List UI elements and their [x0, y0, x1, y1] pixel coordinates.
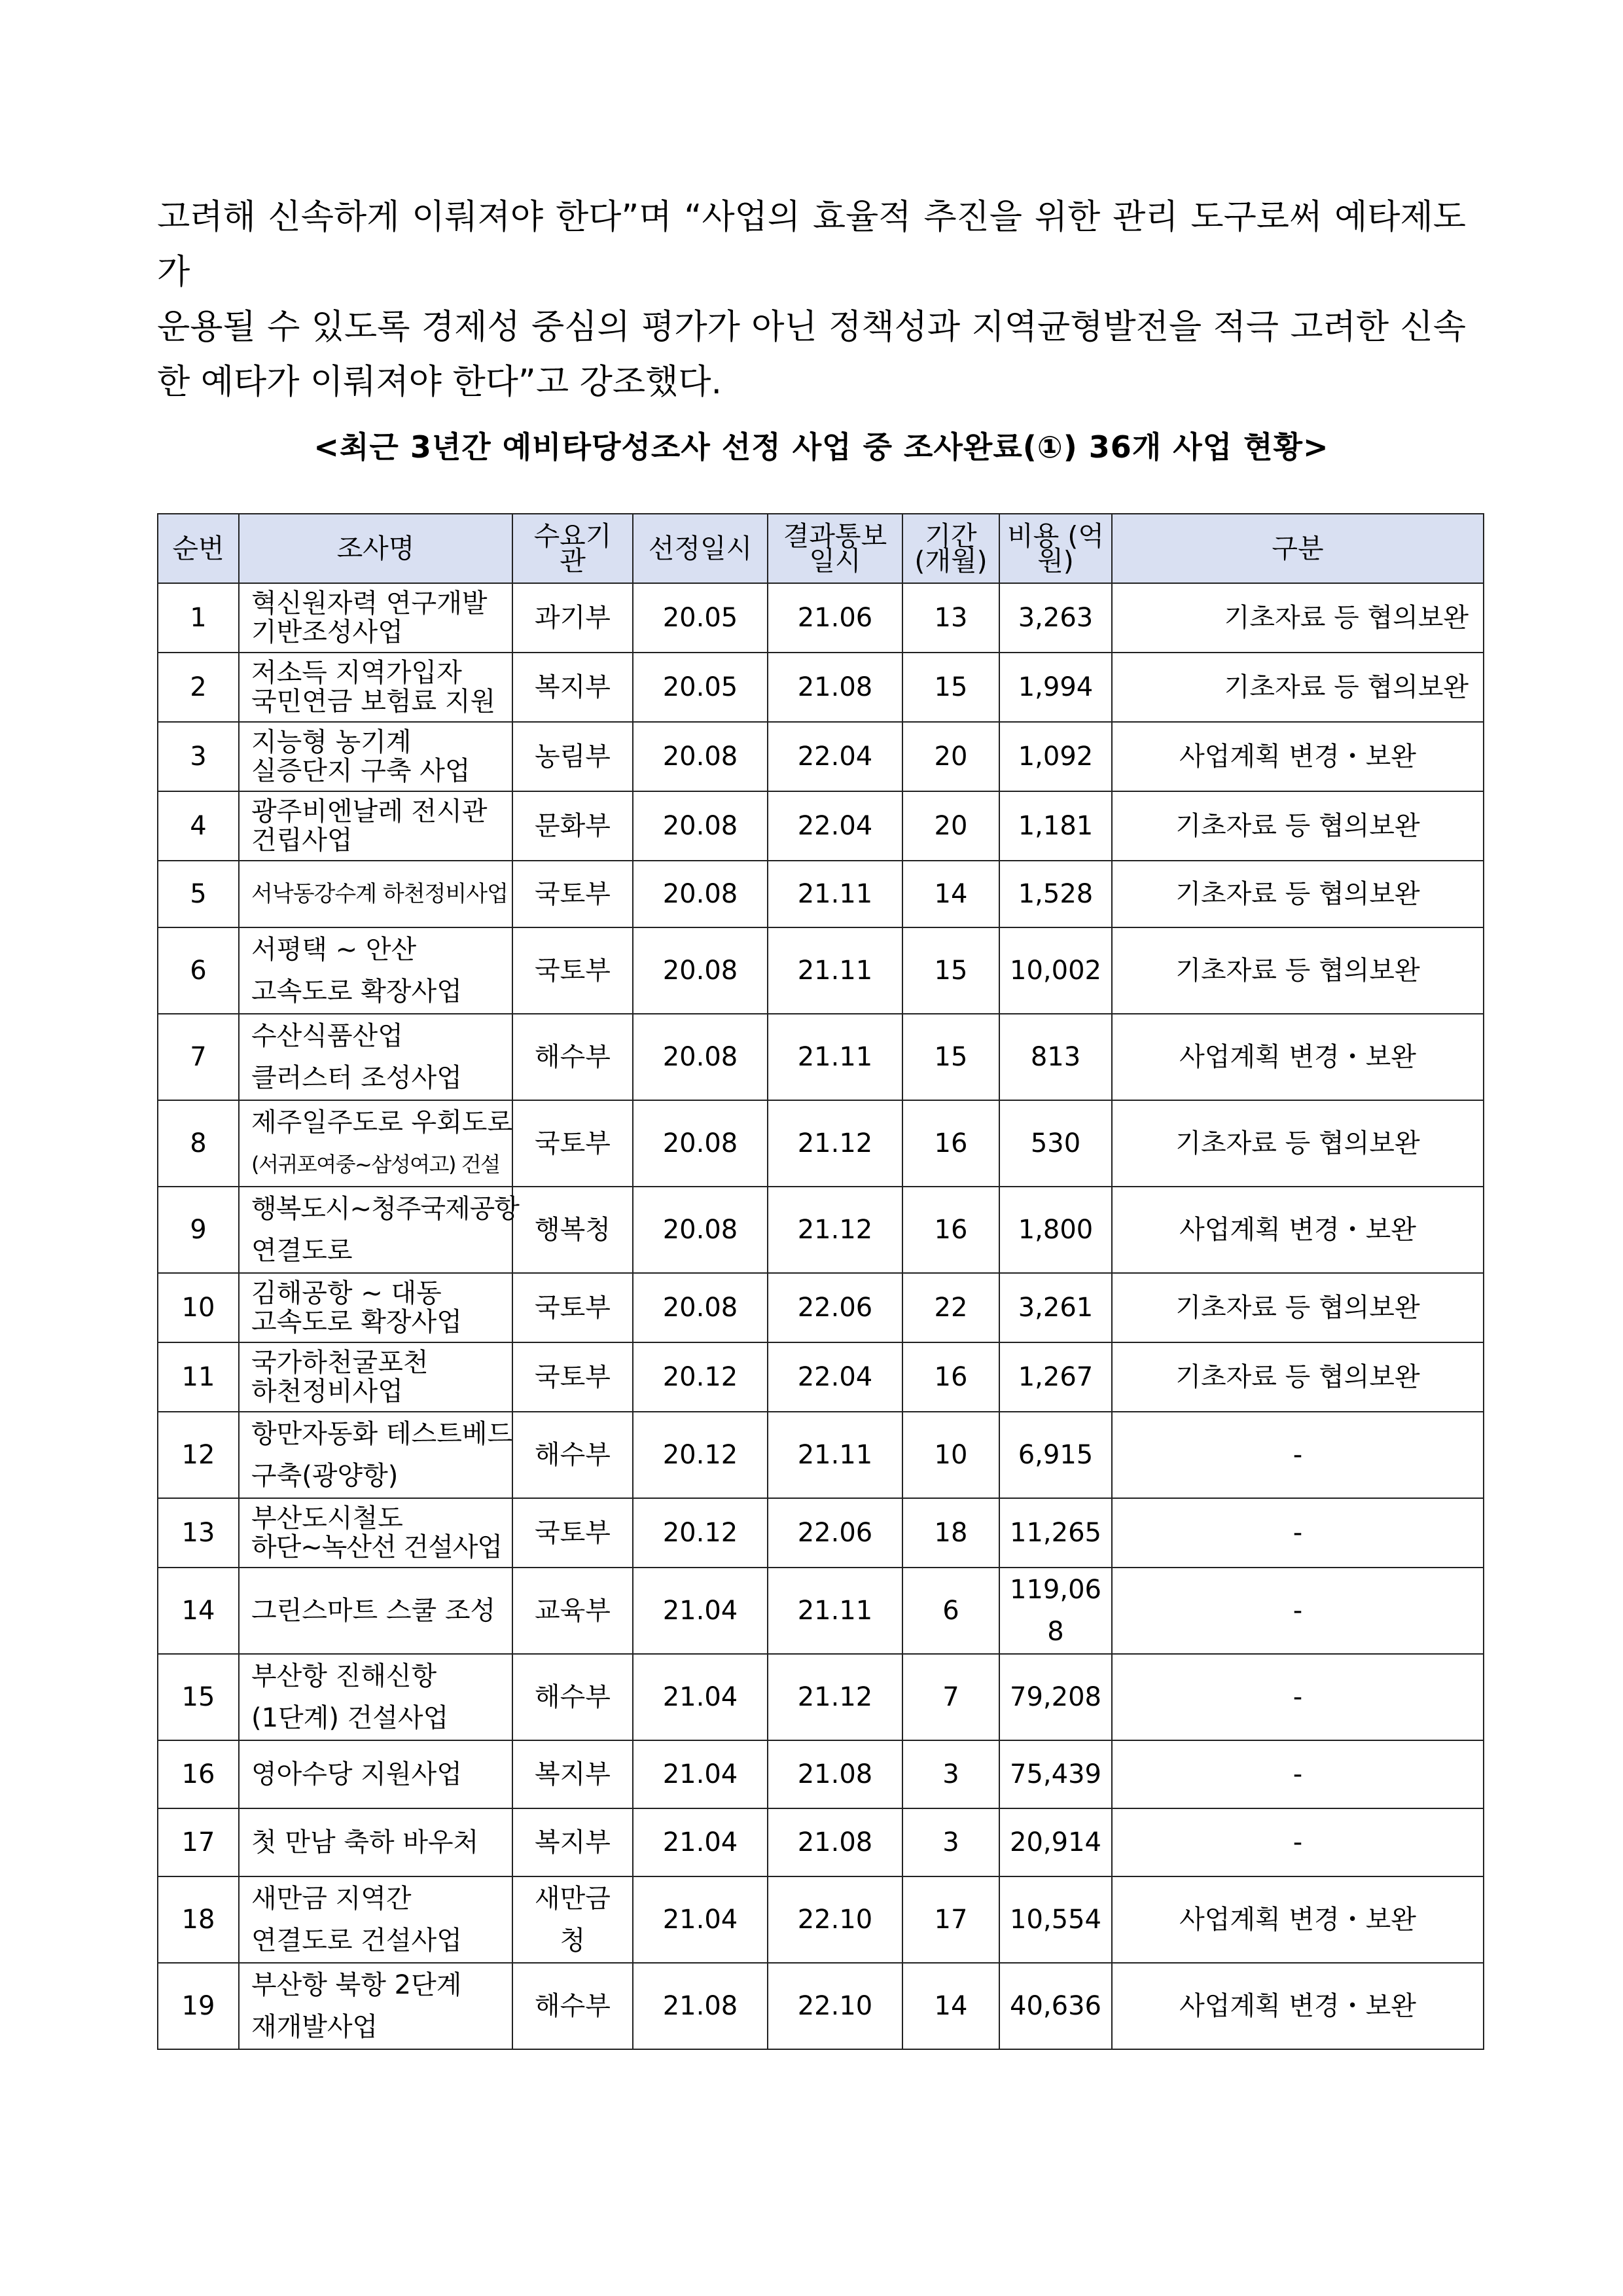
- header-agency-line: 수요기: [533, 520, 612, 552]
- cell-name-line: 건립사업: [251, 825, 353, 855]
- cell-agency: 국토부: [512, 1498, 633, 1568]
- header-category: 구분: [1112, 514, 1484, 583]
- cell-no: 19: [158, 1963, 239, 2049]
- cell-cost: 1,528: [999, 861, 1112, 927]
- cell-cost: 6,915: [999, 1412, 1112, 1498]
- cell-category: 사업계획 변경・보완: [1112, 1963, 1484, 2049]
- table-row: [158, 1014, 1484, 1100]
- cell-name-line: 행복도시~청주국제공항: [251, 1194, 519, 1224]
- cell-category: 사업계획 변경・보완: [1112, 1876, 1484, 1963]
- cell-name: [239, 1342, 512, 1412]
- cell-selected: 20.05: [633, 583, 768, 653]
- cell-category: -: [1112, 1654, 1484, 1740]
- cell-name: [239, 927, 512, 1014]
- cell-period: 3: [902, 1808, 999, 1876]
- header-agency-line: 관: [560, 545, 586, 577]
- cell-result: 22.10: [768, 1963, 902, 2049]
- table-row: [158, 1100, 1484, 1187]
- cell-name-line: 국가하천굴포천: [251, 1348, 429, 1378]
- cell-result: 21.12: [768, 1654, 902, 1740]
- cell-cost: [999, 1568, 1112, 1654]
- cell-name: [239, 1654, 512, 1740]
- table-row: [158, 1740, 1484, 1808]
- cell-name: [239, 722, 512, 791]
- cell-cost: 813: [999, 1014, 1112, 1100]
- cell-agency: 행복청: [512, 1187, 633, 1273]
- header-period: [902, 514, 999, 583]
- cell-name-line: 그린스마트 스쿨 조성: [251, 1596, 496, 1626]
- table-row: [158, 1342, 1484, 1412]
- cell-cost: 20,914: [999, 1808, 1112, 1876]
- table-row: [158, 1654, 1484, 1740]
- cell-name: [239, 1100, 512, 1187]
- cell-selected: 20.08: [633, 722, 768, 791]
- cell-period: 13: [902, 583, 999, 653]
- cell-category: 사업계획 변경・보완: [1112, 1014, 1484, 1100]
- table-row: [158, 1876, 1484, 1963]
- cell-name-line: 부산항 진해신항: [251, 1661, 437, 1691]
- cell-result: 21.11: [768, 1014, 902, 1100]
- cell-period: 16: [902, 1342, 999, 1412]
- cell-agency: 복지부: [512, 1740, 633, 1808]
- cell-no: 3: [158, 722, 239, 791]
- cell-name-line: 실증단지 구축 사업: [251, 756, 471, 786]
- header-result-line: 일시: [809, 545, 861, 577]
- cell-name: [239, 1876, 512, 1963]
- cell-selected: 21.04: [633, 1568, 768, 1654]
- cell-name-line: 서평택 ~ 안산: [251, 935, 417, 965]
- header-no: 순번: [158, 514, 239, 583]
- cell-no: 11: [158, 1342, 239, 1412]
- cell-cost: 11,265: [999, 1498, 1112, 1568]
- cell-category: 기초자료 등 협의보완: [1112, 861, 1484, 927]
- cell-result: 22.04: [768, 1342, 902, 1412]
- cell-result: 21.11: [768, 1568, 902, 1654]
- cell-name-line: 저소득 지역가입자: [251, 658, 462, 688]
- cell-name-line: 국민연금 보험료 지원: [251, 687, 496, 717]
- cell-period: 15: [902, 927, 999, 1014]
- cell-selected: 20.08: [633, 1187, 768, 1273]
- cell-name-line: 광주비엔날레 전시관: [251, 797, 488, 827]
- cell-cost: 3,261: [999, 1273, 1112, 1342]
- cell-no: 2: [158, 653, 239, 722]
- cell-name: [239, 1740, 512, 1808]
- cell-agency-line: 청: [560, 1926, 586, 1956]
- cell-name-line: 항만자동화 테스트베드: [251, 1419, 513, 1449]
- cell-period: 7: [902, 1654, 999, 1740]
- cell-result: 21.08: [768, 1808, 902, 1876]
- cell-agency: 해수부: [512, 1963, 633, 2049]
- table-row: [158, 861, 1484, 927]
- cell-selected: 20.08: [633, 791, 768, 861]
- cell-no: 14: [158, 1568, 239, 1654]
- header-agency: [512, 514, 633, 583]
- cell-name-line: 연결도로 건설사업: [251, 1926, 462, 1956]
- cell-category: 기초자료 등 협의보완: [1112, 791, 1484, 861]
- table-caption: <최근 3년간 예비타당성조사 선정 사업 중 조사완료(①) 36개 사업 현황>: [313, 429, 1329, 465]
- cell-name-line: 기반조성사업: [251, 617, 403, 647]
- cell-period: 22: [902, 1273, 999, 1342]
- cell-agency-line: 새만금: [535, 1884, 611, 1914]
- cell-category: -: [1112, 1740, 1484, 1808]
- cell-name-line: 새만금 지역간: [251, 1884, 412, 1914]
- cell-cost: 530: [999, 1100, 1112, 1187]
- cell-category: -: [1112, 1498, 1484, 1568]
- cell-result: 21.11: [768, 861, 902, 927]
- cell-name: [239, 1187, 519, 1273]
- cell-name: [239, 1963, 512, 2049]
- cell-cost: 10,554: [999, 1876, 1112, 1963]
- cell-period: 6: [902, 1568, 999, 1654]
- cell-result: 21.06: [768, 583, 902, 653]
- cell-category: 사업계획 변경・보완: [1112, 1187, 1484, 1273]
- table-row: [158, 583, 1484, 653]
- cell-period: 16: [902, 1100, 999, 1187]
- cell-name-line: 혁신원자력 연구개발: [251, 588, 488, 619]
- cell-period: 14: [902, 1963, 999, 2049]
- cell-agency: 해수부: [512, 1014, 633, 1100]
- cell-cost-line: 119,06: [1010, 1575, 1101, 1605]
- cell-result: 22.04: [768, 722, 902, 791]
- body-paragraph: [157, 190, 1466, 410]
- cell-period: 18: [902, 1498, 999, 1568]
- cell-period: 14: [902, 861, 999, 927]
- cell-name-line: (서귀포여중~삼성여고) 건설: [251, 1152, 500, 1177]
- cell-category: 기초자료 등 협의보완: [1112, 927, 1484, 1014]
- cell-name: [239, 861, 512, 927]
- cell-selected: 20.12: [633, 1342, 768, 1412]
- table-row: [158, 1187, 1484, 1273]
- cell-selected: 20.12: [633, 1412, 768, 1498]
- cell-cost: 1,800: [999, 1187, 1112, 1273]
- table-row: [158, 791, 1484, 861]
- cell-name: [239, 1273, 512, 1342]
- cell-no: 12: [158, 1412, 239, 1498]
- header-cost-line: 비용: [1007, 520, 1060, 552]
- cell-selected: 21.04: [633, 1654, 768, 1740]
- cell-name-line: 재개발사업: [251, 2012, 378, 2042]
- cell-category: 기초자료 등 협의보완: [1112, 1273, 1484, 1342]
- cell-cost: 3,263: [999, 583, 1112, 653]
- cell-period: 15: [902, 1014, 999, 1100]
- cell-no: 4: [158, 791, 239, 861]
- cell-name-line: 제주일주도로 우회도로: [251, 1107, 513, 1138]
- cell-period: 15: [902, 653, 999, 722]
- table-row: [158, 1273, 1484, 1342]
- header-period-line: 기간: [925, 520, 977, 552]
- cell-result: 22.10: [768, 1876, 902, 1963]
- cell-period: 20: [902, 722, 999, 791]
- cell-agency: 국토부: [512, 927, 633, 1014]
- cell-name-line: 첫 만남 축하 바우처: [251, 1827, 479, 1857]
- cell-name: [239, 583, 512, 653]
- cell-period: 3: [902, 1740, 999, 1808]
- cell-name-line: 서낙동강수계 하천정비사업: [251, 881, 508, 907]
- cell-agency: 해수부: [512, 1412, 633, 1498]
- cell-selected: 20.08: [633, 1014, 768, 1100]
- cell-agency: 교육부: [512, 1568, 633, 1654]
- cell-period: 16: [902, 1187, 999, 1273]
- paragraph-line: 고려해 신속하게 이뤄져야 한다”며 “사업의 효율적 추진을 위한 관리 도구로써 예타제도가: [157, 198, 1466, 292]
- cell-name-line: 지능형 농기계: [251, 727, 412, 757]
- cell-agency: 해수부: [512, 1654, 633, 1740]
- cell-selected: 21.08: [633, 1963, 768, 2049]
- cell-name: [239, 1808, 512, 1876]
- paragraph-line: 한 예타가 이뤄져야 한다”고 강조했다.: [157, 363, 722, 402]
- cell-name-line: 연결도로: [251, 1236, 353, 1266]
- cell-name-line: (1단계) 건설사업: [251, 1703, 449, 1733]
- cell-name-line: 김해공항 ~ 대동: [251, 1278, 442, 1308]
- header-result-line: 결과통보: [783, 520, 887, 552]
- cell-category: 사업계획 변경・보완: [1112, 722, 1484, 791]
- header-cost: [999, 514, 1112, 583]
- cell-selected: 20.08: [633, 927, 768, 1014]
- table-row: [158, 927, 1484, 1014]
- cell-cost: 40,636: [999, 1963, 1112, 2049]
- cell-agency: [512, 1876, 633, 1963]
- cell-no: 7: [158, 1014, 239, 1100]
- cell-period: 17: [902, 1876, 999, 1963]
- header-name: 조사명: [239, 514, 512, 583]
- header-cost-line: (억원): [1037, 520, 1104, 577]
- cell-category: -: [1112, 1808, 1484, 1876]
- cell-name: [239, 653, 512, 722]
- cell-result: 21.11: [768, 927, 902, 1014]
- cell-name-line: 고속도로 확장사업: [251, 977, 462, 1007]
- cell-selected: 20.08: [633, 1100, 768, 1187]
- cell-name: [239, 1412, 512, 1498]
- cell-name: [239, 1498, 512, 1568]
- cell-no: 13: [158, 1498, 239, 1568]
- cell-agency: 복지부: [512, 653, 633, 722]
- cell-name-line: 클러스터 조성사업: [251, 1063, 462, 1093]
- cell-name: [239, 1568, 512, 1654]
- cell-cost: 79,208: [999, 1654, 1112, 1740]
- cell-no: 17: [158, 1808, 239, 1876]
- cell-name-line: 영아수당 지원사업: [251, 1759, 462, 1789]
- header-period-line: (개월): [914, 545, 988, 577]
- cell-agency: 문화부: [512, 791, 633, 861]
- header-result: [768, 514, 902, 583]
- cell-category: -: [1112, 1412, 1484, 1498]
- table-row: [158, 1808, 1484, 1876]
- cell-result: 21.12: [768, 1100, 902, 1187]
- cell-period: 20: [902, 791, 999, 861]
- cell-selected: 21.04: [633, 1740, 768, 1808]
- cell-result: 21.12: [768, 1187, 902, 1273]
- cell-no: 15: [158, 1654, 239, 1740]
- cell-agency: 농림부: [512, 722, 633, 791]
- cell-category: 기초자료 등 협의보완: [1112, 1342, 1484, 1412]
- cell-agency: 국토부: [512, 1342, 633, 1412]
- cell-name-line: 하단~녹산선 건설사업: [251, 1532, 502, 1562]
- cell-category: 기초자료 등 협의보완: [1112, 1100, 1484, 1187]
- cell-cost: 1,092: [999, 722, 1112, 791]
- cell-result: 22.04: [768, 791, 902, 861]
- cell-name: [239, 791, 512, 861]
- table-row: [158, 1963, 1484, 2049]
- table-row: [158, 653, 1484, 722]
- cell-result: 22.06: [768, 1498, 902, 1568]
- cell-category: 기초자료 등 협의보완: [1112, 653, 1484, 722]
- cell-cost: 75,439: [999, 1740, 1112, 1808]
- cell-cost: 1,267: [999, 1342, 1112, 1412]
- cell-selected: 20.08: [633, 1273, 768, 1342]
- header-selected: 선정일시: [633, 514, 768, 583]
- table-row: [158, 722, 1484, 791]
- cell-agency: 국토부: [512, 1273, 633, 1342]
- table-row: [158, 1412, 1484, 1498]
- cell-cost: 1,994: [999, 653, 1112, 722]
- cell-name-line: 구축(광양항): [251, 1461, 399, 1491]
- cell-name-line: 부산도시철도: [251, 1503, 403, 1534]
- cell-agency: 과기부: [512, 583, 633, 653]
- cell-no: 16: [158, 1740, 239, 1808]
- table-row: [158, 1568, 1484, 1654]
- cell-cost: 1,181: [999, 791, 1112, 861]
- cell-name-line: 하천정비사업: [251, 1376, 403, 1407]
- table-header-row: [158, 514, 1484, 583]
- cell-selected: 21.04: [633, 1876, 768, 1963]
- cell-agency: 국토부: [512, 1100, 633, 1187]
- cell-no: 6: [158, 927, 239, 1014]
- cell-selected: 20.05: [633, 653, 768, 722]
- cell-no: 5: [158, 861, 239, 927]
- cell-name: [239, 1014, 512, 1100]
- cell-name-line: 수산식품산업: [251, 1021, 403, 1051]
- cell-no: 1: [158, 583, 239, 653]
- cell-result: 21.08: [768, 653, 902, 722]
- cell-result: 21.08: [768, 1740, 902, 1808]
- cell-agency: 국토부: [512, 861, 633, 927]
- cell-selected: 20.12: [633, 1498, 768, 1568]
- cell-result: 21.11: [768, 1412, 902, 1498]
- cell-no: 8: [158, 1100, 239, 1187]
- cell-selected: 21.04: [633, 1808, 768, 1876]
- project-status-table: [157, 513, 1484, 2050]
- cell-agency: 복지부: [512, 1808, 633, 1876]
- cell-period: 10: [902, 1412, 999, 1498]
- paragraph-line: 운용될 수 있도록 경제성 중심의 평가가 아닌 정책성과 지역균형발전을 적극 고려한 신속: [157, 308, 1466, 347]
- table-row: [158, 1498, 1484, 1568]
- cell-no: 10: [158, 1273, 239, 1342]
- cell-name-line: 고속도로 확장사업: [251, 1307, 462, 1337]
- cell-no: 9: [158, 1187, 239, 1273]
- cell-cost-line: 8: [1047, 1617, 1064, 1647]
- cell-name-line: 부산항 북항 2단계: [251, 1970, 462, 2000]
- cell-category: -: [1112, 1568, 1484, 1654]
- cell-cost: 10,002: [999, 927, 1112, 1014]
- cell-result: 22.06: [768, 1273, 902, 1342]
- cell-selected: 20.08: [633, 861, 768, 927]
- cell-no: 18: [158, 1876, 239, 1963]
- cell-category: 기초자료 등 협의보완: [1112, 583, 1484, 653]
